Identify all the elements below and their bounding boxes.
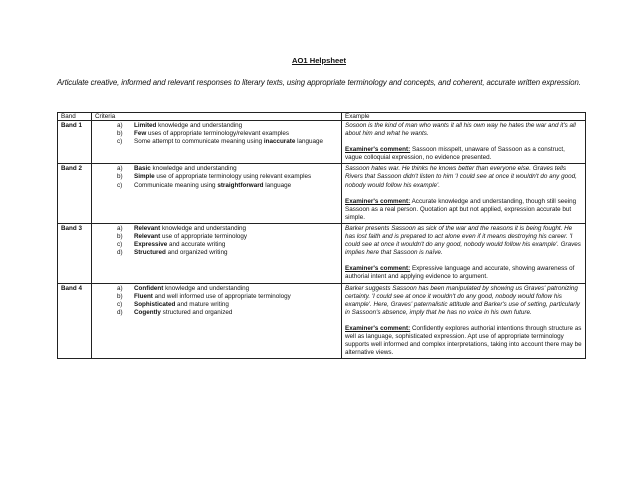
- criteria-item: [95, 309, 338, 317]
- criteria-item-text: [134, 165, 338, 173]
- criteria-rest: uses of appropriate terminology/relevant examples: [146, 130, 290, 138]
- table-row: [58, 164, 586, 224]
- spacer: [345, 190, 582, 198]
- criteria-keyword: Sophisticated: [134, 300, 176, 308]
- criteria-rest: knowledge and understanding: [156, 122, 243, 129]
- examiner-comment-text: Accurate knowledge and understanding, though still seeing Sassoon as a real person. Quotation apt but not applied, expression accurate but simple.: [345, 197, 577, 221]
- example-quote: Barker suggests Sassoon has been manipulated by showing us Graves' patronizing certainty. 'I could see at once it wouldn't do any good, nobody would follow his example'. Here, Graves' paternalistic attitude and Barker's use of setting, particularly in Sassoon's absence, imply that he has no voice in his own future.: [345, 284, 580, 316]
- criteria-item: [95, 293, 338, 301]
- criteria-keyword: Simple: [134, 173, 155, 181]
- criteria-item-label: c): [117, 241, 123, 249]
- criteria-item: [95, 130, 338, 138]
- criteria-rest: language: [263, 181, 292, 189]
- band-label: Band 3: [58, 223, 92, 283]
- table-row: [58, 283, 586, 359]
- criteria-item-label: b): [117, 173, 123, 181]
- criteria-item-label: b): [117, 130, 123, 138]
- criteria-rest: and accurate writing: [167, 241, 226, 249]
- criteria-keyword: straightforward: [217, 181, 264, 189]
- criteria-item: [95, 122, 338, 130]
- table-row: [58, 121, 586, 164]
- criteria-cell: [92, 223, 342, 283]
- criteria-item-text: [134, 122, 338, 130]
- table-row: [58, 223, 586, 283]
- criteria-item: [95, 301, 338, 309]
- criteria-prefix: Some attempt to communicate meaning using: [134, 138, 264, 146]
- criteria-table: [57, 112, 586, 359]
- criteria-rest: knowledge and understanding: [163, 284, 250, 292]
- example-cell: [342, 283, 586, 359]
- criteria-rest: and mature writing: [175, 300, 229, 308]
- criteria-keyword: Relevant: [134, 233, 161, 241]
- band-label: Band 4: [58, 283, 92, 359]
- criteria-keyword: Structured: [134, 249, 166, 257]
- example-quote: Sassoon hates war. He thinks he knows better than everyone else. Graves tells Rivers that Sassoon didn't listen to him 'I could see at once it wouldn't do any good, nobody would follow his example'.: [345, 165, 577, 189]
- criteria-item-text: [134, 130, 338, 138]
- criteria-cell: [92, 121, 342, 164]
- criteria-item-text: [134, 309, 338, 317]
- criteria-item-text: [134, 233, 338, 241]
- table-header-row: [58, 113, 586, 121]
- intro-text: Articulate creative, informed and relevant responses to literary texts, using appropriate terminology and concepts, and coherent, accurate written expression.: [57, 78, 581, 87]
- criteria-item: [95, 225, 338, 233]
- criteria-item-text: [134, 241, 338, 249]
- criteria-item: [95, 165, 338, 173]
- criteria-list: [95, 165, 338, 189]
- criteria-item: [95, 182, 338, 190]
- criteria-item-label: a): [117, 165, 123, 173]
- criteria-list: [95, 122, 338, 146]
- criteria-rest: structured and organized: [160, 308, 233, 316]
- examiner-comment-label: Examiner's comment:: [345, 265, 411, 273]
- criteria-keyword: inaccurate: [263, 138, 296, 146]
- examiner-comment: [345, 325, 582, 357]
- criteria-keyword: Expressive: [134, 241, 168, 249]
- criteria-rest: use of appropriate terminology using relevant examples: [154, 173, 312, 181]
- criteria-item-text: [134, 285, 338, 293]
- header-criteria: Criteria: [92, 113, 342, 121]
- criteria-keyword: Few: [134, 130, 147, 138]
- examiner-comment: [345, 146, 582, 162]
- spacer: [345, 257, 582, 265]
- example-cell: [342, 164, 586, 224]
- criteria-item-label: a): [117, 284, 123, 292]
- criteria-list: [95, 225, 338, 257]
- examiner-comment: [345, 198, 582, 222]
- criteria-item-text: [134, 301, 338, 309]
- example-cell: [342, 121, 586, 164]
- examiner-comment-label: Examiner's comment:: [345, 324, 411, 332]
- criteria-rest: use of appropriate terminology: [160, 233, 248, 241]
- criteria-item-text: [134, 138, 338, 146]
- header-band: Band: [58, 113, 92, 121]
- criteria-rest: language: [295, 138, 324, 146]
- criteria-item-label: c): [117, 300, 123, 308]
- criteria-keyword: Fluent: [134, 292, 153, 300]
- criteria-keyword: Relevant: [134, 224, 161, 232]
- criteria-rest: and organized writing: [165, 249, 228, 257]
- criteria-keyword: Confident: [134, 284, 164, 292]
- criteria-item: [95, 285, 338, 293]
- examiner-comment-text: Sassoon misspelt, unaware of Sassoon as a construct, vague colloquial expression, no evidence presented.: [345, 146, 565, 162]
- criteria-item-label: c): [117, 181, 123, 189]
- spacer: [345, 317, 582, 325]
- criteria-item-label: b): [117, 233, 123, 241]
- criteria-item: [95, 241, 338, 249]
- criteria-item-label: c): [117, 138, 123, 146]
- example-quote: Sosoon is the kind of man who wants it all his own way he hates the war and it's all about him and what he wants.: [345, 122, 576, 138]
- example-cell: [342, 223, 586, 283]
- criteria-cell: [92, 164, 342, 224]
- criteria-keyword: Basic: [134, 165, 151, 173]
- criteria-item-label: d): [117, 249, 123, 257]
- criteria-item: [95, 173, 338, 181]
- examiner-comment: [345, 265, 582, 281]
- criteria-item-text: [134, 173, 338, 181]
- examiner-comment-label: Examiner's comment:: [345, 146, 411, 154]
- spacer: [345, 138, 582, 146]
- criteria-item-text: [134, 249, 338, 257]
- criteria-prefix: Communicate meaning using: [134, 181, 218, 189]
- examiner-comment-label: Examiner's comment:: [345, 197, 411, 205]
- band-label: Band 1: [58, 121, 92, 164]
- criteria-item-text: [134, 293, 338, 301]
- criteria-keyword: Limited: [134, 122, 157, 129]
- criteria-item-text: [134, 182, 338, 190]
- criteria-cell: [92, 283, 342, 359]
- criteria-item-label: a): [117, 122, 123, 129]
- criteria-list: [95, 285, 338, 317]
- criteria-item: [95, 249, 338, 257]
- examiner-comment-text: Confidently explores authorial intentions through structure as well as language, sophisticated expression. Apt use of appropriate terminology supports well informed and complex interpretations, taking into account there may be alternative views.: [345, 324, 582, 357]
- criteria-rest: knowledge and understanding: [150, 165, 237, 173]
- criteria-item-label: d): [117, 308, 123, 316]
- criteria-item: [95, 233, 338, 241]
- criteria-item-label: b): [117, 292, 123, 300]
- criteria-item: [95, 138, 338, 146]
- band-label: Band 2: [58, 164, 92, 224]
- criteria-item-label: a): [117, 224, 123, 232]
- criteria-rest: knowledge and understanding: [160, 224, 247, 232]
- criteria-item-text: [134, 225, 338, 233]
- criteria-keyword: Cogently: [134, 308, 161, 316]
- page-title: AO1 Helpsheet: [291, 56, 347, 65]
- examiner-comment-text: Expressive language and accurate, showing awareness of authorial intent and applying evidence to argument.: [345, 265, 575, 281]
- example-quote: Barker presents Sassoon as sick of the war and the reasons it is being fought. He has lost faith and is prepared to act alone even if it means destroying his career. 'I could see at once it wouldn't do any good, nobody would follow his example'. Graves implies here that Sassoon is naïve.: [345, 224, 581, 257]
- criteria-rest: and well informed use of appropriate terminology: [152, 292, 291, 300]
- header-example: Example: [342, 113, 586, 121]
